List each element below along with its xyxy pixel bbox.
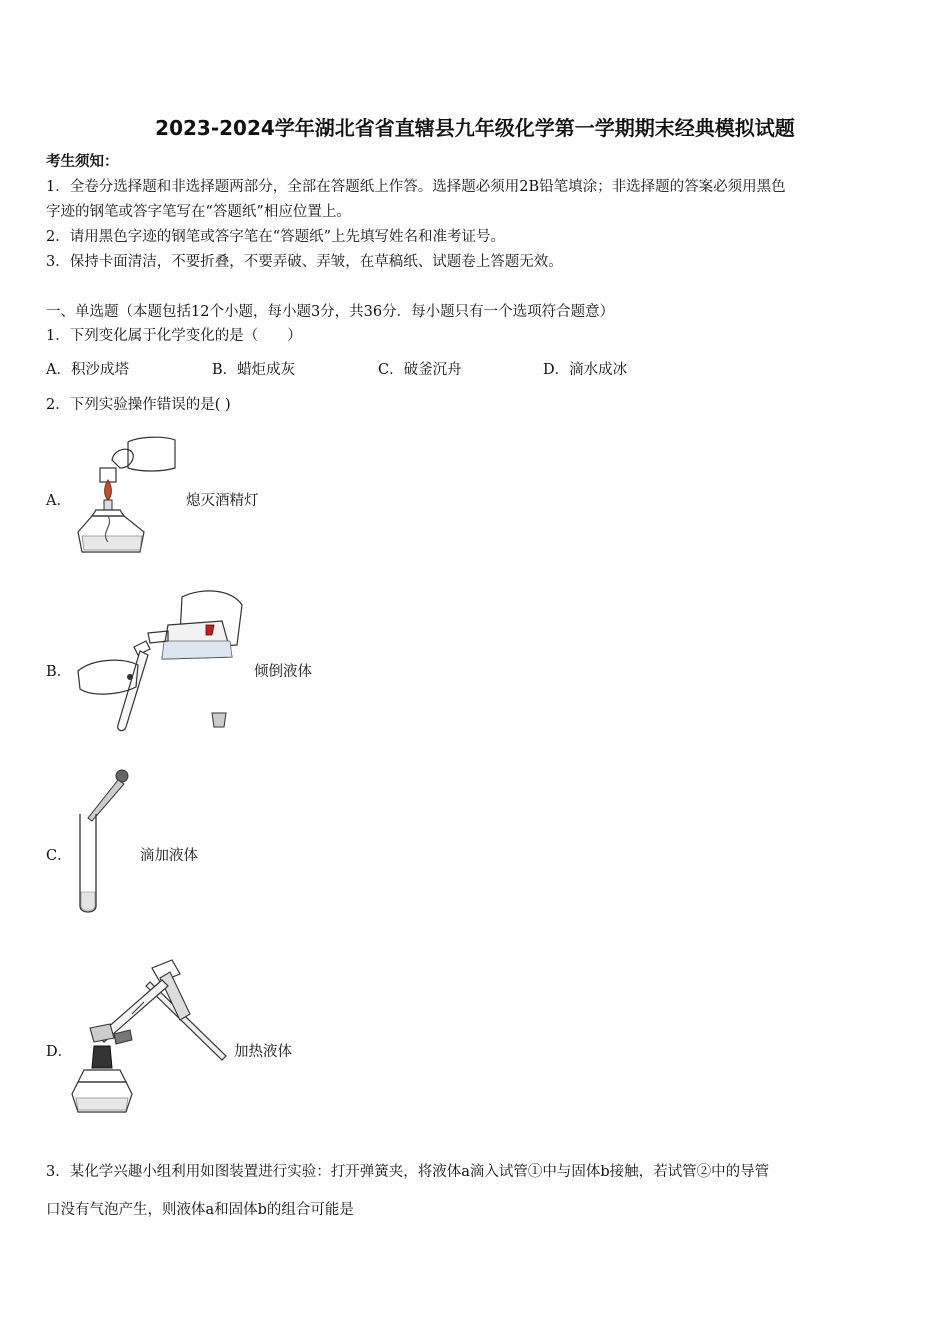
option-b: B．蜡炬成灰 — [212, 362, 296, 378]
question-stem: 1．下列变化属于化学变化的是（ ） — [46, 328, 302, 344]
option-c: C．破釜沉舟 — [378, 362, 462, 378]
pour-liquid-illustration — [72, 585, 247, 733]
notice-item: 字迹的钢笔或答字笔写在“答题纸”相应位置上。 — [46, 204, 351, 220]
option-d: D．滴水成冰 — [543, 362, 628, 378]
notice-item: 2．请用黑色字迹的钢笔或答字笔在“答题纸”上先填写姓名和准考证号。 — [46, 229, 506, 245]
notice-heading: 考生须知： — [46, 153, 119, 170]
option-label: 加热液体 — [234, 1044, 292, 1060]
notice-item: 1．全卷分选择题和非选择题两部分，全部在答题纸上作答。选择题必须用2B铅笔填涂；非选择题的答案必须用黑色 — [46, 179, 786, 195]
option-letter: D． — [46, 1044, 73, 1060]
option-letter: C． — [46, 848, 72, 864]
option-letter: A． — [46, 493, 71, 509]
option-label: 滴加液体 — [140, 848, 198, 864]
notice-item: 3．保持卡面清洁，不要折叠，不要弄破、弄皱，在草稿纸、试题卷上答题无效。 — [46, 254, 563, 270]
page-title: 2023-2024学年湖北省省直辖县九年级化学第一学期期末经典模拟试题 — [155, 116, 795, 140]
question-stem: 2．下列实验操作错误的是( ) — [46, 397, 231, 413]
question-stem: 3．某化学兴趣小组利用如图装置进行实验：打开弹簧夹，将液体a滴入试管①中与固体b接触，若试管②中的导管 — [46, 1164, 770, 1180]
heat-liquid-illustration — [70, 958, 235, 1118]
question-stem: 口没有气泡产生，则液体a和固体b的组合可能是 — [46, 1202, 354, 1218]
dropper-illustration — [70, 766, 135, 916]
alcohol-lamp-extinguish-illustration — [70, 432, 180, 557]
option-label: 倾倒液体 — [254, 664, 312, 680]
section-heading: 一、单选题（本题包括12个小题，每小题3分，共36分．每小题只有一个选项符合题意） — [46, 304, 615, 320]
option-a: A．积沙成塔 — [46, 362, 129, 378]
option-letter: B． — [46, 664, 72, 680]
option-label: 熄灭酒精灯 — [186, 493, 259, 509]
